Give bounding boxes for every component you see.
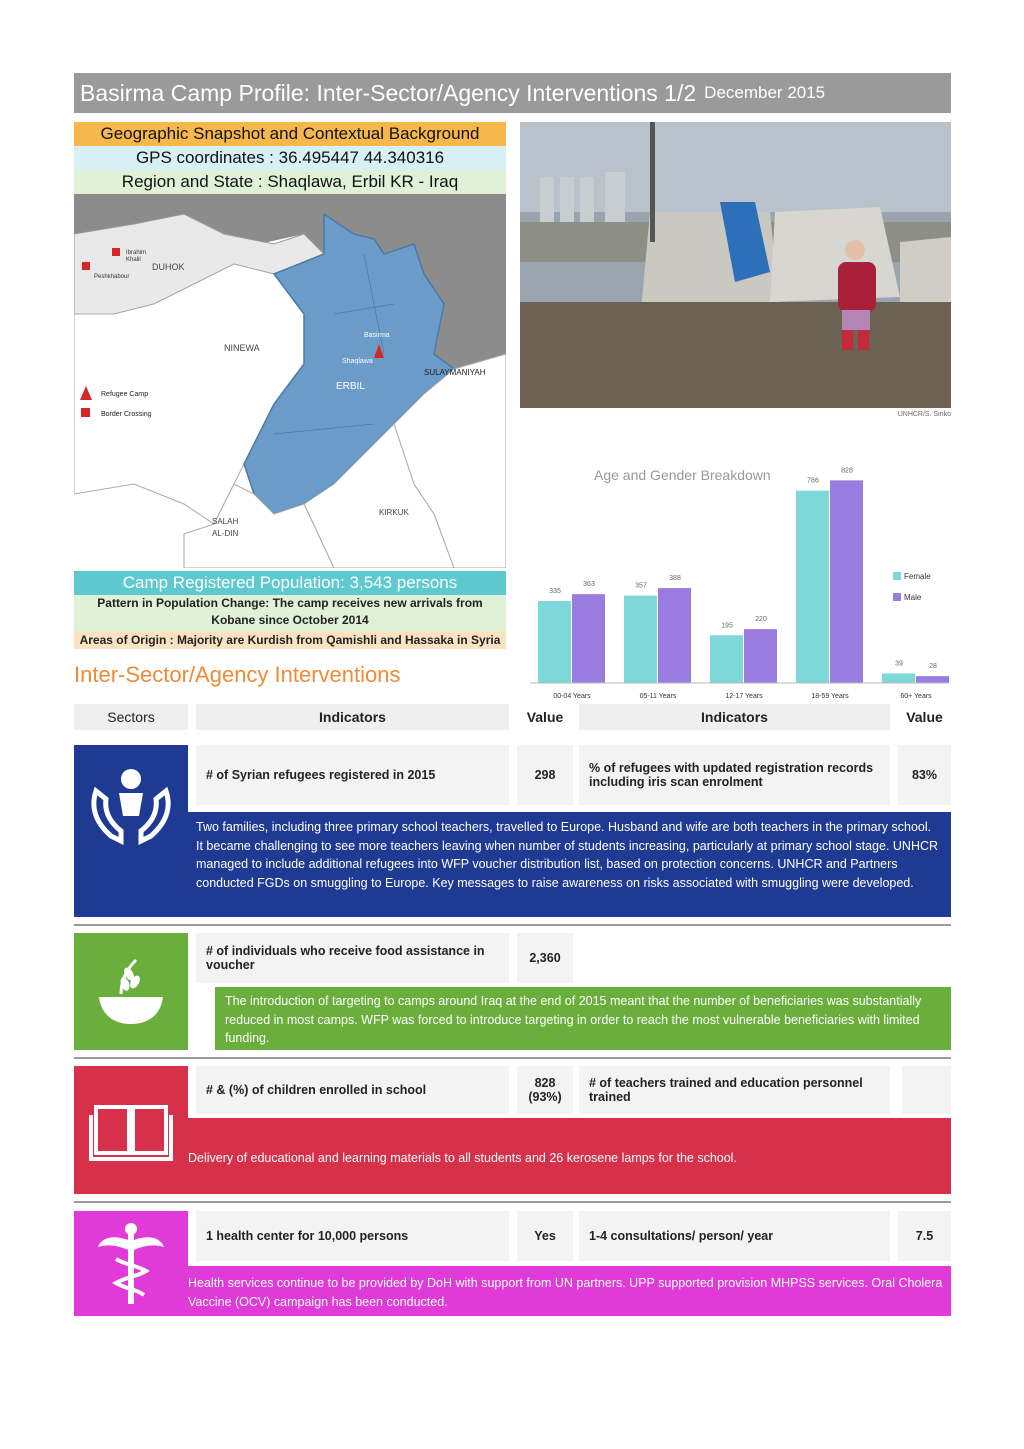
wheat-bowl-icon	[91, 952, 171, 1032]
bar-female-1	[624, 596, 657, 683]
data-label-male-0: 363	[583, 581, 595, 589]
legend-label-male: Male	[904, 593, 922, 602]
header-indicators-2: Indicators	[579, 704, 890, 730]
legend-border-icon	[81, 408, 90, 417]
tick-label-0: 00-04 Years	[553, 693, 591, 700]
data-label-female-1: 357	[635, 582, 647, 590]
registered-population: Camp Registered Population: 3,543 persons	[74, 571, 506, 595]
legend-swatch-male	[893, 593, 901, 601]
food-narrative: The introduction of targeting to camps around Iraq at the end of 2015 meant that the number of beneficiaries was substantially reduced in most camps. WFP was forced to introduce targeting in order to reach the most vulnerable beneficiaries with limited funding.	[215, 987, 951, 1050]
bar-male-3	[830, 480, 863, 683]
data-label-female-0: 335	[549, 588, 561, 596]
map-label-basirma: Basirma	[364, 332, 390, 339]
caduceus-icon	[96, 1219, 166, 1309]
bar-female-0	[538, 601, 571, 683]
areas-of-origin: Areas of Origin : Majority are Kurdish from Qamishli and Hassaka in Syria	[74, 631, 506, 649]
map-label-salah-2: AL-DIN	[212, 529, 239, 538]
header-value-2: Value	[898, 704, 951, 730]
health-value-2: 7.5	[898, 1211, 951, 1261]
background-heading: Geographic Snapshot and Contextual Background	[74, 122, 506, 146]
report-date: December 2015	[704, 83, 826, 102]
hands-protect-icon	[86, 761, 176, 851]
map-label-shaqlawa: Shaqlawa	[342, 358, 373, 365]
bar-male-2	[744, 629, 777, 683]
food-sector	[74, 933, 188, 1050]
header-value-1: Value	[517, 704, 573, 730]
photo-credit: UNHCR/S. Sinko	[897, 411, 951, 418]
map-label-salah-1: SALAH	[212, 517, 239, 526]
tick-label-3: 18-59 Years	[811, 693, 849, 700]
data-label-female-3: 786	[807, 477, 819, 485]
education-value-2	[902, 1066, 951, 1114]
border-crossing-marker-2	[82, 262, 90, 270]
data-label-male-3: 828	[841, 467, 853, 475]
border-crossing-marker-1	[112, 248, 120, 256]
legend-camp-label: Refugee Camp	[101, 391, 149, 398]
region-state: Region and State : Shaqlawa, Erbil KR - Iraq	[74, 170, 506, 194]
education-indicator-2: # of teachers trained and education personnel trained	[579, 1066, 890, 1114]
divider	[74, 924, 951, 926]
map-label-kirkuk: KIRKUK	[379, 508, 409, 517]
interventions-title: Inter-Sector/Agency Interventions	[74, 662, 401, 687]
bar-male-4	[916, 676, 949, 683]
map-label-erbil: ERBIL	[336, 381, 365, 392]
age-gender-chart	[520, 455, 951, 705]
camp-photo	[520, 122, 951, 408]
health-sector	[74, 1211, 188, 1316]
chart-title: Age and Gender Breakdown	[594, 467, 771, 483]
education-value-1: 828 (93%)	[517, 1066, 573, 1114]
bar-female-4	[882, 673, 915, 683]
data-label-female-2: 195	[721, 622, 733, 630]
protection-value-2: 83%	[898, 745, 951, 805]
map-label-duhok: DUHOK	[152, 262, 185, 272]
map-label-sulaymaniyah: SULAYMANIYAH	[424, 368, 486, 377]
education-narrative: Delivery of educational and learning materials to all students and 26 kerosene lamps for the school.	[180, 1118, 951, 1194]
book-icon	[86, 1095, 176, 1165]
gps-coordinates: GPS coordinates : 36.495447 44.340316	[74, 146, 506, 170]
legend-swatch-female	[893, 572, 901, 580]
header-sectors: Sectors	[74, 704, 188, 730]
food-value-1: 2,360	[517, 933, 573, 983]
health-narrative: Health services continue to be provided by DoH with support from UN partners. UPP supported provision MHPSS services. Oral Cholera Vaccine (OCV) campaign has been conducted.	[180, 1266, 951, 1316]
tick-label-2: 12-17 Years	[725, 693, 763, 700]
food-indicator-1: # of individuals who receive food assistance in voucher	[196, 933, 509, 983]
bar-female-3	[796, 491, 829, 683]
education-indicator-1: # & (%) of children enrolled in school	[196, 1066, 509, 1114]
protection-indicator-1: # of Syrian refugees registered in 2015	[196, 745, 509, 805]
bar-male-0	[572, 594, 605, 683]
legend-label-female: Female	[904, 572, 931, 581]
map-label-peshkhabour: Peshkhabour	[94, 274, 130, 280]
divider	[74, 1201, 951, 1203]
education-sector	[74, 1066, 188, 1194]
health-indicator-1: 1 health center for 10,000 persons	[196, 1211, 509, 1261]
page-title: Basirma Camp Profile: Inter-Sector/Agency Interventions 1/2	[80, 79, 697, 106]
header-indicators-1: Indicators	[196, 704, 509, 730]
bar-male-1	[658, 588, 691, 683]
data-label-male-2: 220	[755, 616, 767, 624]
health-indicator-2: 1-4 consultations/ person/ year	[579, 1211, 890, 1261]
location-map	[74, 194, 506, 568]
data-label-male-4: 28	[929, 663, 937, 671]
protection-sector	[74, 745, 188, 917]
tick-label-4: 60+ Years	[900, 693, 932, 700]
tick-label-1: 05-11 Years	[639, 693, 677, 700]
map-label-ibrahim-2: Khalil	[126, 257, 141, 263]
map-label-ninewa: NINEWA	[224, 343, 260, 353]
map-label-ibrahim-1: Ibrahim	[126, 250, 147, 256]
population-pattern: Pattern in Population Change: The camp receives new arrivals from Kobane since October 2014	[74, 595, 506, 631]
page-header	[74, 73, 951, 113]
bar-female-2	[710, 635, 743, 683]
data-label-male-1: 388	[669, 575, 681, 583]
divider	[74, 1057, 951, 1059]
protection-value-1: 298	[517, 745, 573, 805]
protection-narrative: Two families, including three primary school teachers, travelled to Europe. Husband and wife are both teachers in the primary school. It became challenging to see more teachers leaving when number of students increasing, particularly at primary school stage. UNHCR managed to include additional refugees into WFP voucher distribution list, based on protection concerns. UNHCR and Partners conducted FGDs on smuggling to Europe. Key messages to raise awareness on risks associated with smuggling were developed.	[188, 812, 951, 917]
legend-border-label: Border Crossing	[101, 411, 152, 418]
data-label-female-4: 39	[895, 660, 903, 668]
health-value-1: Yes	[517, 1211, 573, 1261]
protection-indicator-2: % of refugees with updated registration records including iris scan enrolment	[579, 745, 890, 805]
